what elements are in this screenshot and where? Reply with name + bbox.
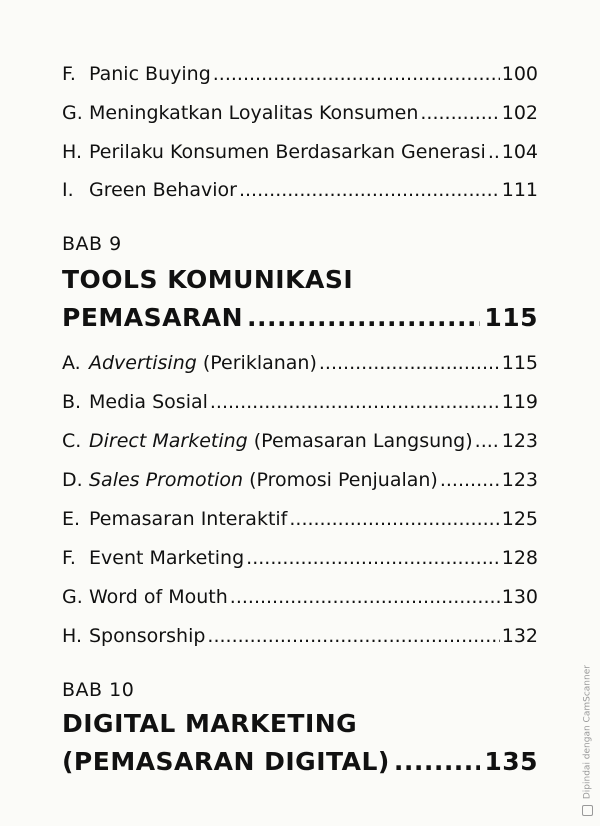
chapter-page-number: 135 (484, 747, 538, 776)
chapter-page-number: 115 (484, 303, 538, 332)
entry-letter: E. (62, 508, 81, 530)
camscanner-icon (582, 805, 593, 816)
entry-title: Green Behavior (89, 179, 237, 201)
entry-title: Perilaku Konsumen Berdasarkan Generasi (89, 141, 486, 163)
dot-leader (420, 101, 499, 125)
entry-letter: A. (62, 352, 81, 374)
toc-entry (62, 429, 538, 453)
dot-leader (440, 468, 500, 492)
entry-title (89, 468, 438, 492)
dot-leader (289, 507, 499, 531)
entry-page-number: 128 (501, 547, 538, 569)
entry-title-rest: Media Sosial (89, 391, 208, 413)
entry-page-number: 125 (501, 508, 538, 530)
dot-leader (475, 429, 500, 453)
entry-title-rest: (Periklanan) (196, 352, 317, 374)
dot-leader (213, 62, 500, 86)
entry-title-rest: Pemasaran Interaktif (89, 508, 288, 530)
entry-letter: F. (62, 547, 76, 569)
chapter-label: BAB 10 (62, 679, 135, 701)
entry-title (89, 624, 205, 648)
toc-entry (62, 468, 538, 492)
entry-page-number: 115 (501, 352, 538, 374)
chapter-title: TOOLS KOMUNIKASI (62, 265, 354, 294)
entry-letter: C. (62, 430, 82, 452)
entry-title (89, 546, 244, 570)
entry-title: Panic Buying (89, 63, 211, 85)
entry-title-italic: Direct Marketing (89, 430, 248, 452)
entry-title-rest: Word of Mouth (89, 586, 228, 608)
toc-entry (62, 101, 538, 125)
entry-title (89, 429, 473, 453)
entry-page-number: 100 (501, 63, 538, 85)
entry-letter: G. (62, 102, 83, 124)
entry-title-rest: Sponsorship (89, 625, 206, 647)
entry-title-rest: (Pemasaran Langsung) (247, 430, 473, 452)
scanner-watermark (582, 666, 596, 816)
entry-title (89, 585, 228, 609)
entry-page-number: 119 (501, 391, 538, 413)
chapter-title: DIGITAL MARKETING (62, 709, 358, 738)
dot-leader (246, 546, 500, 570)
entry-title (89, 507, 287, 531)
entry-page-number: 102 (501, 102, 538, 124)
entry-page-number: 123 (501, 469, 538, 491)
toc-entry (62, 351, 538, 375)
entry-page-number: 123 (501, 430, 538, 452)
entry-letter: G. (62, 586, 83, 608)
dot-leader (239, 178, 500, 202)
dot-leader (488, 140, 500, 164)
dot-leader (394, 747, 480, 777)
entry-title-italic: Sales Promotion (89, 469, 244, 491)
toc-entry (62, 507, 538, 531)
dot-leader (210, 390, 500, 414)
toc-entry (62, 546, 538, 570)
entry-title-rest: Event Marketing (89, 547, 245, 569)
toc-entry (62, 62, 538, 86)
entry-letter: H. (62, 141, 82, 163)
entry-letter: I. (62, 179, 74, 201)
entry-title: Meningkatkan Loyalitas Konsumen (89, 102, 419, 124)
chapter-title-line (62, 747, 538, 777)
entry-page-number: 130 (501, 586, 538, 608)
toc-entry (62, 624, 538, 648)
entry-title (89, 390, 208, 414)
entry-title-italic: Advertising (89, 352, 197, 374)
toc-entry (62, 140, 538, 164)
entry-title-rest: (Promosi Penjualan) (243, 469, 438, 491)
toc-entry (62, 585, 538, 609)
chapter-title-line (62, 303, 538, 333)
dot-leader (230, 585, 500, 609)
entry-page-number: 111 (501, 179, 538, 201)
chapter-title-text: (PEMASARAN DIGITAL) (62, 747, 390, 776)
dot-leader (247, 303, 480, 333)
entry-page-number: 132 (501, 625, 538, 647)
entry-letter: B. (62, 391, 82, 413)
toc-entry (62, 390, 538, 414)
dot-leader (207, 624, 499, 648)
entry-letter: H. (62, 625, 82, 647)
chapter-label: BAB 9 (62, 233, 122, 255)
dot-leader (319, 351, 500, 375)
toc-entry (62, 178, 538, 202)
chapter-title-text: PEMASARAN (62, 303, 244, 332)
entry-letter: F. (62, 63, 76, 85)
entry-page-number: 104 (501, 141, 538, 163)
entry-title (89, 351, 317, 375)
watermark-text: Dipindai dengan CamScanner (582, 665, 593, 800)
entry-letter: D. (62, 469, 83, 491)
